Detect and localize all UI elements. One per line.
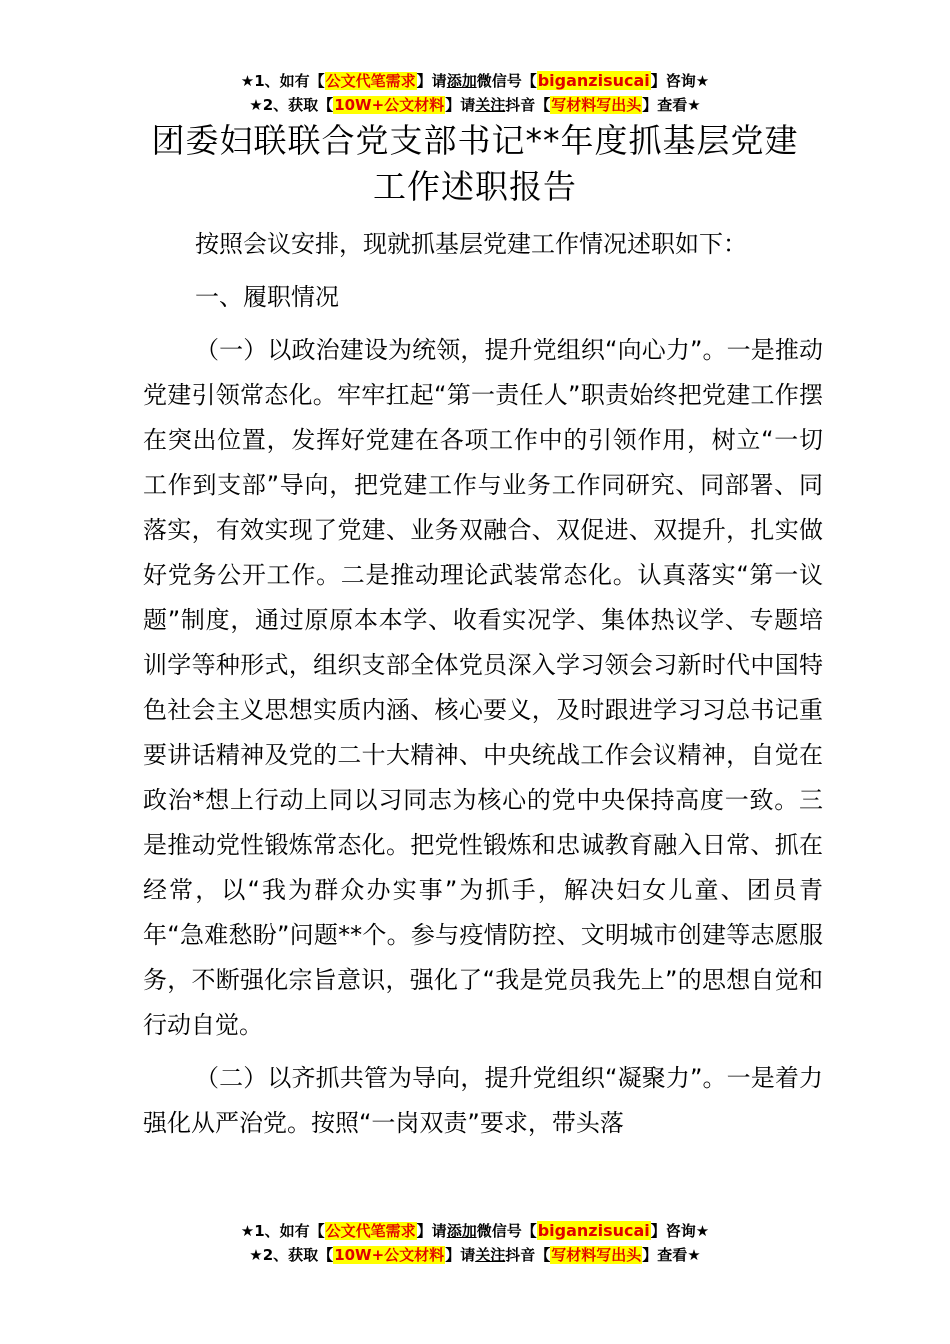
intro-paragraph: 按照会议安排，现就抓基层党建工作情况述职如下： [195, 230, 747, 258]
banner-line-2 [0, 1243, 950, 1268]
document-title [0, 118, 950, 210]
banner-text: ★1、如有【 [240, 72, 325, 90]
banner-line-2 [0, 93, 950, 118]
banner-text: 】请 [416, 72, 447, 90]
bottom-banner [0, 1218, 950, 1268]
banner-underlined: 关注 [475, 96, 506, 114]
top-banner [0, 68, 950, 118]
banner-underlined: 关注 [475, 1246, 506, 1264]
banner-text: 抖音【 [505, 1246, 551, 1264]
banner-text: 】咨询★ [650, 1222, 710, 1240]
section-heading: 一、履职情况 [195, 283, 339, 311]
banner-highlight: biganzisucai [537, 71, 650, 90]
banner-line-1 [0, 1218, 950, 1243]
banner-text: 】查看★ [642, 96, 701, 114]
banner-highlight: biganzisucai [537, 1221, 650, 1240]
body-paragraph: （一）以政治建设为统领，提升党组织“向心力”。一是推动党建引领常态化。牢牢扛起“第一责任人”职责始终把党建工作摆在突出位置，发挥好党建在各项工作中的引领作用，树立“一切工作到支部”导向，把党建工作与业务工作同研究、同部署、同落实，有效实现了党建、业务双融合、双促进、双提升，扎实做好党务公开工作。二是推动理论武装常态化。认真落实“第一议题”制度，通过原原本本学、收看实况学、集体热议学、专题培训学等种形式，组织支部全体党员深入学习领会习新时代中国特色社会主义思想实质内涵、核心要义，及时跟进学习习总书记重要讲话精神及党的二十大精神、中央统战工作会议精神，自觉在政治*想上行动上同以习同志为核心的党中央保持高度一致。三是推动党性锻炼常态化。把党性锻炼和忠诚教育融入日常、抓在经常，以“我为群众办实事”为抓手，解决妇女儿童、团员青年“急难愁盼”问题**个。参与疫情防控、文明城市创建等志愿服务，不断强化宗旨意识，强化了“我是党员我先上”的思想自觉和行动自觉。 [143, 336, 823, 1039]
banner-highlight: 写材料写出头 [551, 96, 642, 114]
banner-text: ★1、如有【 [240, 1222, 325, 1240]
document-body [143, 222, 823, 1146]
banner-text: 】请 [445, 1246, 476, 1264]
banner-highlight: 公文代笔需求 [325, 1222, 416, 1240]
banner-text: ★2、获取【 [249, 96, 334, 114]
banner-text: ★2、获取【 [249, 1246, 334, 1264]
banner-highlight: 写材料写出头 [551, 1246, 642, 1264]
banner-text: 】请 [445, 96, 476, 114]
banner-highlight: 10W+公文材料 [334, 96, 445, 114]
banner-text: 】查看★ [642, 1246, 701, 1264]
title-line-1: 团委妇联联合党支部书记**年度抓基层党建 [151, 121, 799, 160]
banner-text: 】咨询★ [650, 72, 710, 90]
banner-highlight: 公文代笔需求 [325, 72, 416, 90]
title-line-2: 工作述职报告 [373, 167, 577, 206]
body-paragraph: （二）以齐抓共管为导向，提升党组织“凝聚力”。一是着力强化从严治党。按照“一岗双责”要求，带头落 [143, 1064, 823, 1137]
banner-text: 抖音【 [505, 96, 551, 114]
banner-text: 微信号【 [476, 1222, 537, 1240]
banner-highlight: 10W+公文材料 [334, 1246, 445, 1264]
banner-text: 】请 [416, 1222, 447, 1240]
banner-underlined: 添加 [446, 72, 477, 90]
banner-text: 微信号【 [476, 72, 537, 90]
banner-underlined: 添加 [446, 1222, 477, 1240]
banner-line-1 [0, 68, 950, 93]
